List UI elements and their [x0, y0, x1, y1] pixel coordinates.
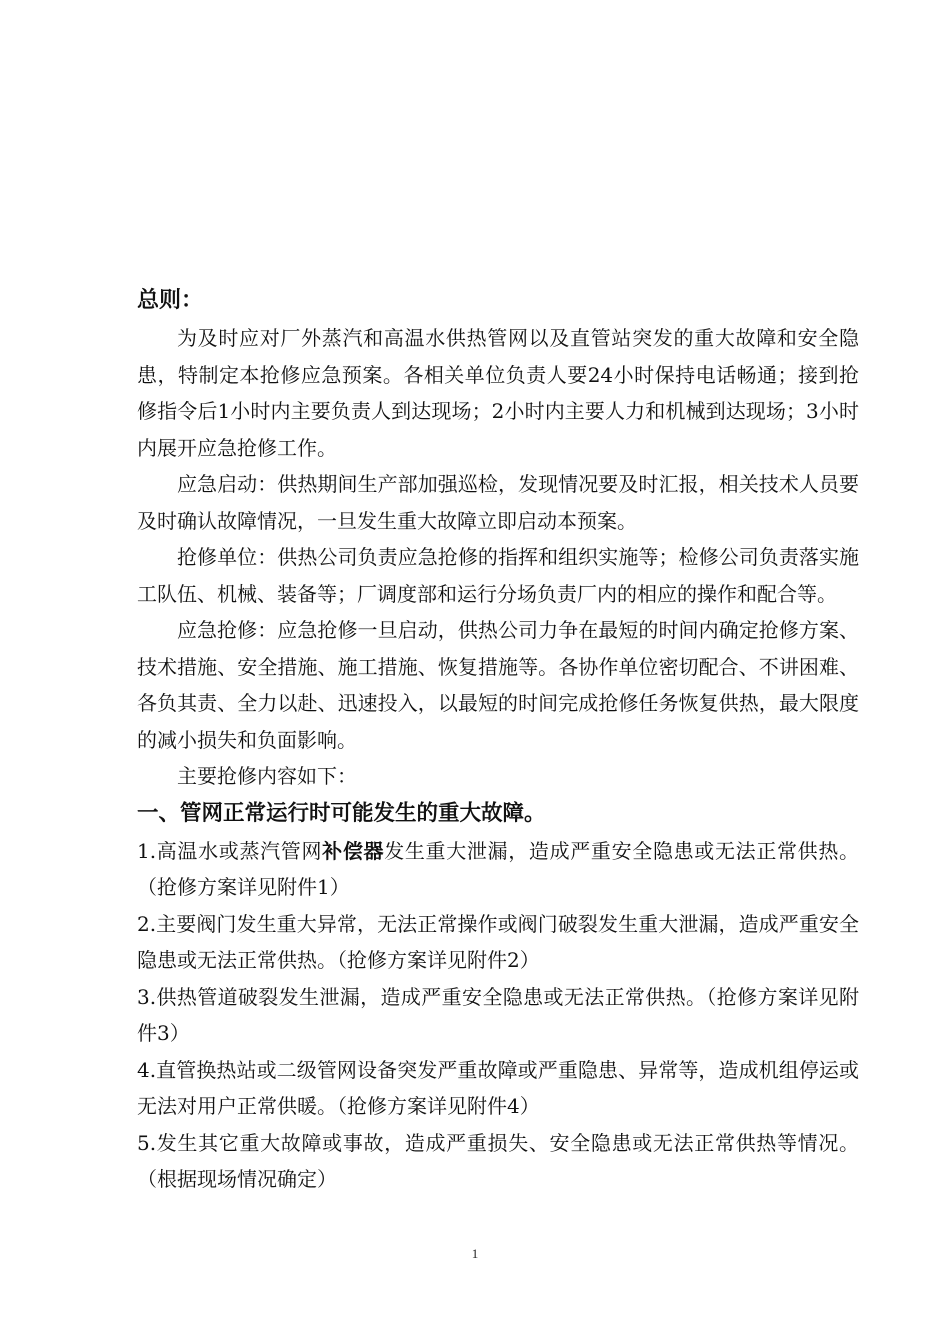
- paragraph-purpose: 为及时应对厂外蒸汽和高温水供热管网以及直管站突发的重大故障和安全隐患，特制定本抢修应急预案。各相关单位负责人要24小时保持电话畅通；接到抢修指令后1小时内主要负责人到达现场；2小时内主要人力和机械到达现场；3小时内展开应急抢修工作。: [137, 326, 859, 460]
- paragraph-repair-units: 抢修单位：供热公司负责应急抢修的指挥和组织实施等；检修公司负责落实施工队伍、机械、装备等；厂调度部和运行分场负责厂内的相应的操作和配合等。: [137, 545, 859, 606]
- paragraph-emergency-repair: 应急抢修：应急抢修一旦启动，供热公司力争在最短的时间内确定抢修方案、技术措施、安全措施、施工措施、恢复措施等。各协作单位密切配合、不讲困难、各负其责、全力以赴、迅速投入，以最短的时间完成抢修任务恢复供热，最大限度的减小损失和负面影响。: [137, 618, 859, 752]
- list-item-2: 2.主要阀门发生重大异常，无法正常操作或阀门破裂发生重大泄漏，造成严重安全隐患或无法正常供热。（抢修方案详见附件2）: [137, 911, 859, 972]
- general-heading: 总则：: [137, 288, 204, 313]
- page-number: 1: [471, 1246, 479, 1261]
- list-item-5: 5.发生其它重大故障或事故，造成严重损失、安全隐患或无法正常供热等情况。（根据现场情况确定）: [137, 1130, 859, 1191]
- paragraph-main-content-intro: 主要抢修内容如下：: [177, 764, 357, 788]
- paragraph-emergency-start: 应急启动：供热期间生产部加强巡检，发现情况要及时汇报，相关技术人员要及时确认故障情况，一旦发生重大故障立即启动本预案。: [137, 472, 859, 533]
- section-1-heading: 一、管网正常运行时可能发生的重大故障。: [137, 800, 546, 826]
- list-item-1-bold-term: 补偿器: [322, 838, 385, 863]
- list-item-1-suffix: 发生重大泄漏，造成严重安全隐患或无法正常供热。（抢修方案详见附件1）: [137, 838, 860, 899]
- list-item-3: 3.供热管道破裂发生泄漏，造成严重安全隐患或无法正常供热。（抢修方案详见附件3）: [137, 984, 859, 1045]
- document-body: [137, 282, 859, 1198]
- list-item-1-prefix: 1.高温水或蒸汽管网: [137, 838, 323, 863]
- list-item-4: 4.直管换热站或二级管网设备突发严重故障或严重隐患、异常等，造成机组停运或无法对用户正常供暖。（抢修方案详见附件4）: [137, 1057, 859, 1118]
- list-item-1: [137, 833, 859, 906]
